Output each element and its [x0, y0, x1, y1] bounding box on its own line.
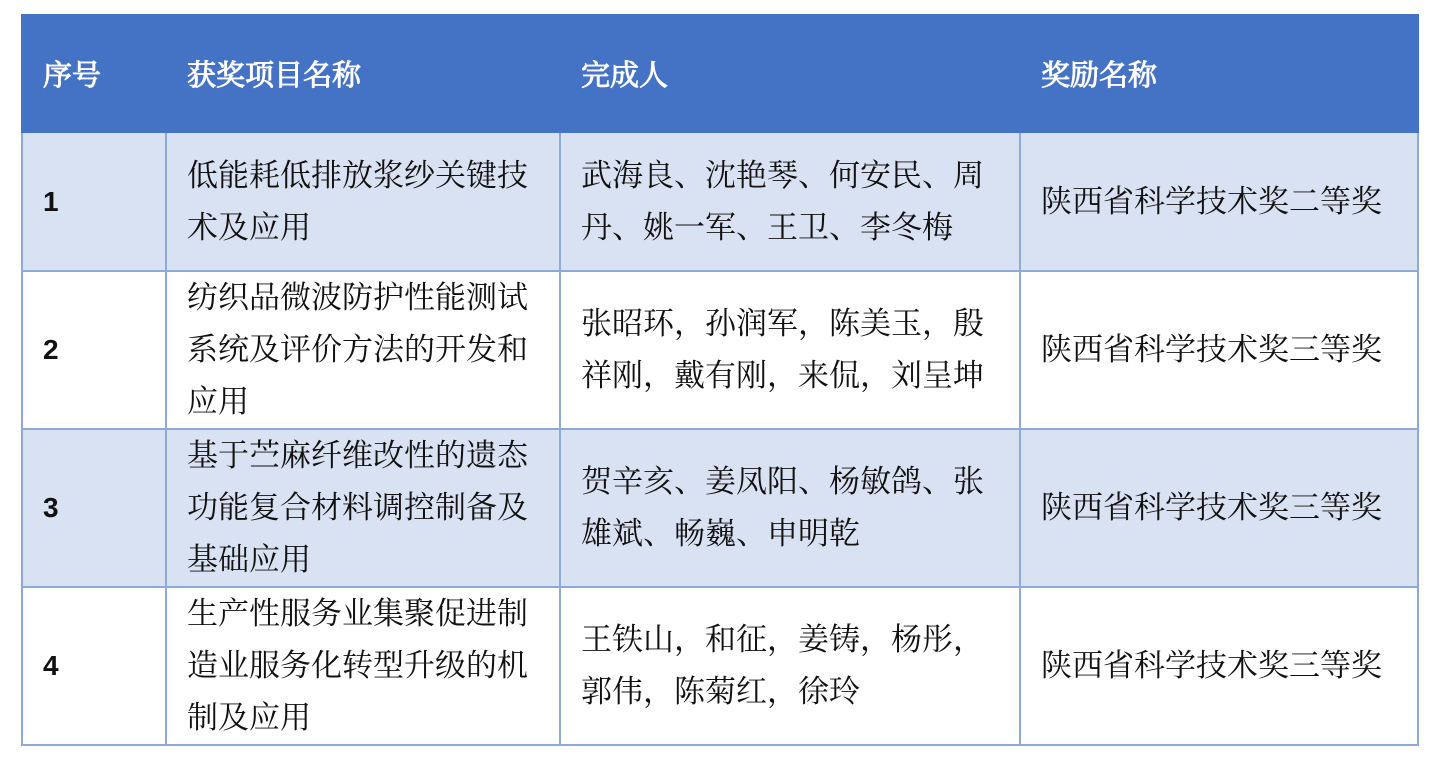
project-name: 生产性服务业集聚促进制造业服务化转型升级的机制及应用: [166, 587, 560, 745]
header-row: [22, 15, 1418, 132]
contributors: 王铁山，和征，姜铸，杨彤，郭伟，陈菊红，徐玲: [560, 587, 1020, 745]
project-name: 低能耗低排放浆纱关键技术及应用: [166, 132, 560, 271]
header-award: 奖励名称: [1020, 15, 1418, 132]
table-row: [22, 132, 1418, 271]
award-name: 陕西省科学技术奖二等奖: [1020, 132, 1418, 271]
contributors: 张昭环，孙润军，陈美玉，殷祥刚，戴有刚，来侃，刘呈坤: [560, 271, 1020, 429]
awards-table-container: [21, 14, 1417, 746]
contributors: 贺辛亥、姜凤阳、杨敏鸽、张雄斌、畅巍、申明乾: [560, 429, 1020, 587]
header-project: 获奖项目名称: [166, 15, 560, 132]
project-name: 纺织品微波防护性能测试系统及评价方法的开发和应用: [166, 271, 560, 429]
award-name: 陕西省科学技术奖三等奖: [1020, 271, 1418, 429]
row-number: 3: [22, 429, 166, 587]
table-row: [22, 429, 1418, 587]
row-number: 1: [22, 132, 166, 271]
table-row: [22, 271, 1418, 429]
award-name: 陕西省科学技术奖三等奖: [1020, 587, 1418, 745]
table-row: [22, 587, 1418, 745]
row-number: 2: [22, 271, 166, 429]
contributors: 武海良、沈艳琴、何安民、周丹、姚一军、王卫、李冬梅: [560, 132, 1020, 271]
project-name: 基于苎麻纤维改性的遗态功能复合材料调控制备及基础应用: [166, 429, 560, 587]
award-name: 陕西省科学技术奖三等奖: [1020, 429, 1418, 587]
awards-table: [21, 14, 1419, 746]
row-number: 4: [22, 587, 166, 745]
header-people: 完成人: [560, 15, 1020, 132]
header-no: 序号: [22, 15, 166, 132]
